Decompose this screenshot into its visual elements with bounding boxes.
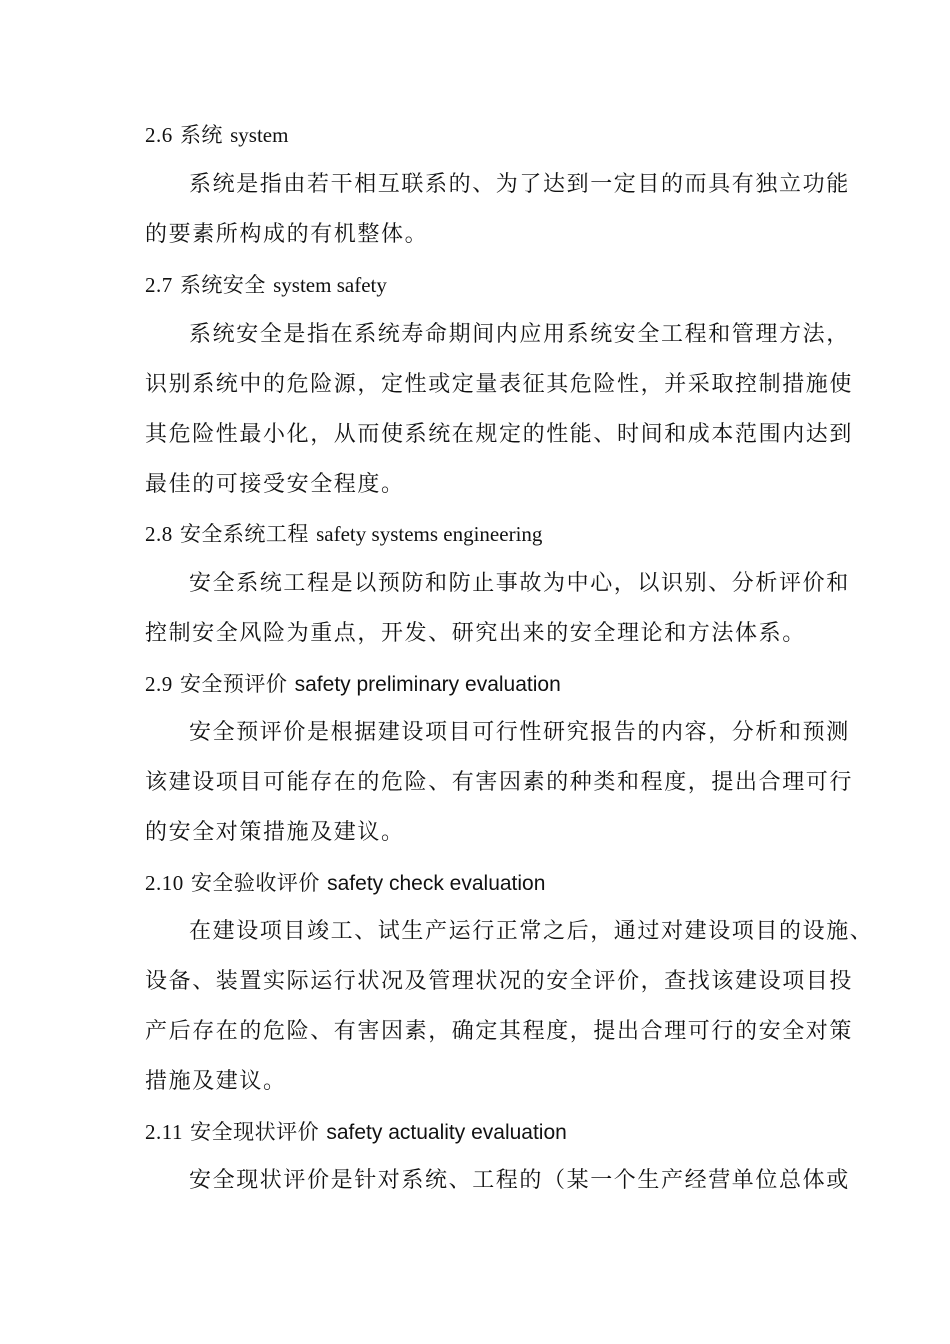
- section-title-en: safety preliminary evaluation: [294, 673, 561, 696]
- paragraph-line: 安全现状评价是针对系统、工程的（某一个生产经营单位总体或: [189, 1168, 850, 1193]
- section-heading-2-7: [145, 270, 815, 300]
- section-title-cn: 系统: [179, 123, 223, 147]
- section-number: 2.7: [145, 273, 173, 297]
- section-title-cn: 安全现状评价: [190, 1120, 320, 1144]
- section-title-en: safety actuality evaluation: [326, 1121, 567, 1144]
- paragraph-line: 在建设项目竣工、试生产运行正常之后，通过对建设项目的设施、: [189, 919, 874, 944]
- section-number: 2.10: [145, 871, 184, 895]
- section-heading-2-9: [145, 669, 815, 700]
- paragraph-line: 的安全对策措施及建议。: [145, 820, 405, 845]
- paragraph-line: 控制安全风险为重点，开发、研究出来的安全理论和方法体系。: [145, 621, 806, 646]
- section-number: 2.9: [145, 672, 173, 696]
- paragraph-line: 其危险性最小化，从而使系统在规定的性能、时间和成本范围内达到: [145, 422, 854, 447]
- paragraph-line: 该建设项目可能存在的危险、有害因素的种类和程度，提出合理可行: [145, 770, 854, 795]
- paragraph-line: 产后存在的危险、有害因素，确定其程度，提出合理可行的安全对策: [145, 1019, 854, 1044]
- paragraph-line: 安全预评价是根据建设项目可行性研究报告的内容，分析和预测: [189, 720, 850, 745]
- paragraph-line: 系统是指由若干相互联系的、为了达到一定目的而具有独立功能: [189, 172, 850, 197]
- section-title-en: safety check evaluation: [327, 872, 546, 895]
- section-title-cn: 安全验收评价: [190, 871, 320, 895]
- section-title-cn: 安全预评价: [179, 672, 288, 696]
- paragraph-line: 设备、装置实际运行状况及管理状况的安全评价，查找该建设项目投: [145, 969, 854, 994]
- paragraph-line: 系统安全是指在系统寿命期间内应用系统安全工程和管理方法，: [189, 322, 850, 347]
- paragraph-line: 识别系统中的危险源，定性或定量表征其危险性，并采取控制措施使: [145, 372, 854, 397]
- section-number: 2.8: [145, 522, 173, 546]
- paragraph-line: 最佳的可接受安全程度。: [145, 472, 405, 497]
- section-title-en: system: [230, 123, 289, 147]
- section-number: 2.11: [145, 1120, 183, 1144]
- paragraph-line: 措施及建议。: [145, 1069, 287, 1094]
- section-title-en: system safety: [273, 273, 387, 297]
- paragraph-line: 安全系统工程是以预防和防止事故为中心，以识别、分析评价和: [189, 571, 850, 596]
- section-title-en: safety systems engineering: [316, 522, 543, 546]
- section-title-cn: 安全系统工程: [179, 522, 309, 546]
- paragraph-line: 的要素所构成的有机整体。: [145, 222, 429, 247]
- section-number: 2.6: [145, 123, 173, 147]
- section-heading-2-11: [145, 1117, 815, 1148]
- section-heading-2-6: [145, 120, 815, 150]
- section-heading-2-8: [145, 519, 815, 549]
- section-heading-2-10: [145, 868, 815, 899]
- section-title-cn: 系统安全: [179, 273, 266, 297]
